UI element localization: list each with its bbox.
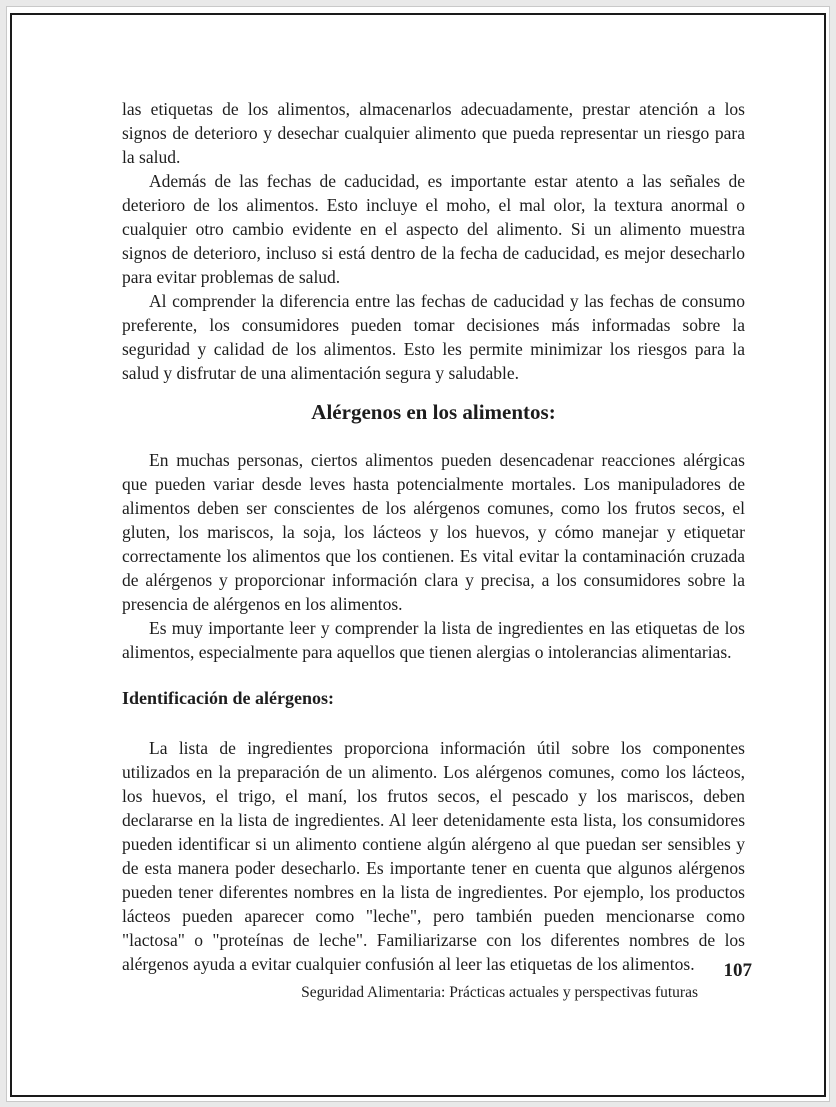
book-page <box>7 7 829 1101</box>
paragraph: En muchas personas, ciertos alimentos pueden desencadenar reacciones alérgicas que pueden variar desde leves hasta potencialmente mortales. Los manipuladores de alimentos deben ser conscientes de los alérgenos comunes, como los frutos secos, el gluten, los mariscos, la soja, los lácteos y los huevos, y cómo manejar y etiquetar correctamente los alimentos que los contienen. Es vital evitar la contaminación cruzada de alérgenos y proporcionar información clara y precisa, a los consumidores sobre la presencia de alérgenos en los alimentos. <box>122 450 745 614</box>
page-number: 107 <box>723 960 752 981</box>
paragraph: Al comprender la diferencia entre las fechas de caducidad y las fechas de consumo preferente, los consumidores pueden tomar decisiones más informadas sobre la seguridad y calidad de los alimentos. Esto les permite minimizar los riesgos para la salud y disfrutar de una alimentación segura y saludable. <box>122 291 745 383</box>
paragraph: Además de las fechas de caducidad, es importante estar atento a las señales de deterioro de los alimentos. Esto incluye el moho, el mal olor, la textura anormal o cualquier otro cambio evidente en el aspecto del alimento. Si un alimento muestra signos de deterioro, incluso si está dentro de la fecha de caducidad, es mejor desecharlo para evitar problemas de salud. <box>122 171 745 287</box>
section-heading: Alérgenos en los alimentos: <box>311 400 556 424</box>
footer-running-title: Seguridad Alimentaria: Prácticas actuales y perspectivas futuras <box>301 984 698 1001</box>
paragraph: Es muy importante leer y comprender la lista de ingredientes en las etiquetas de los alimentos, especialmente para aquellos que tienen alergias o intolerancias alimentarias. <box>122 618 745 662</box>
page-content <box>122 97 745 976</box>
paragraph: La lista de ingredientes proporciona información útil sobre los componentes utilizados en la preparación de un alimento. Los alérgenos comunes, como los lácteos, los huevos, el trigo, el maní, los frutos secos, el pescado y los mariscos, deben declararse en la lista de ingredientes. Al leer detenidamente esta lista, los consumidores pueden identificar si un alimento contiene algún alérgeno al que puedan ser sensibles y de esta manera poder desecharlo. Es importante tener en cuenta que algunos alérgenos pueden tener diferentes nombres en la lista de ingredientes. Por ejemplo, los productos lácteos pueden aparecer como "leche", pero también pueden mencionarse como "lactosa" o "proteínas de leche". Familiarizarse con los diferentes nombres de los alérgenos ayuda a evitar cualquier confusión al leer las etiquetas de los alimentos. <box>122 738 745 974</box>
paragraph: las etiquetas de los alimentos, almacenarlos adecuadamente, prestar atención a los signos de deterioro y desechar cualquier alimento que pueda representar un riesgo para la salud. <box>122 99 745 167</box>
sub-heading: Identificación de alérgenos: <box>122 688 334 708</box>
